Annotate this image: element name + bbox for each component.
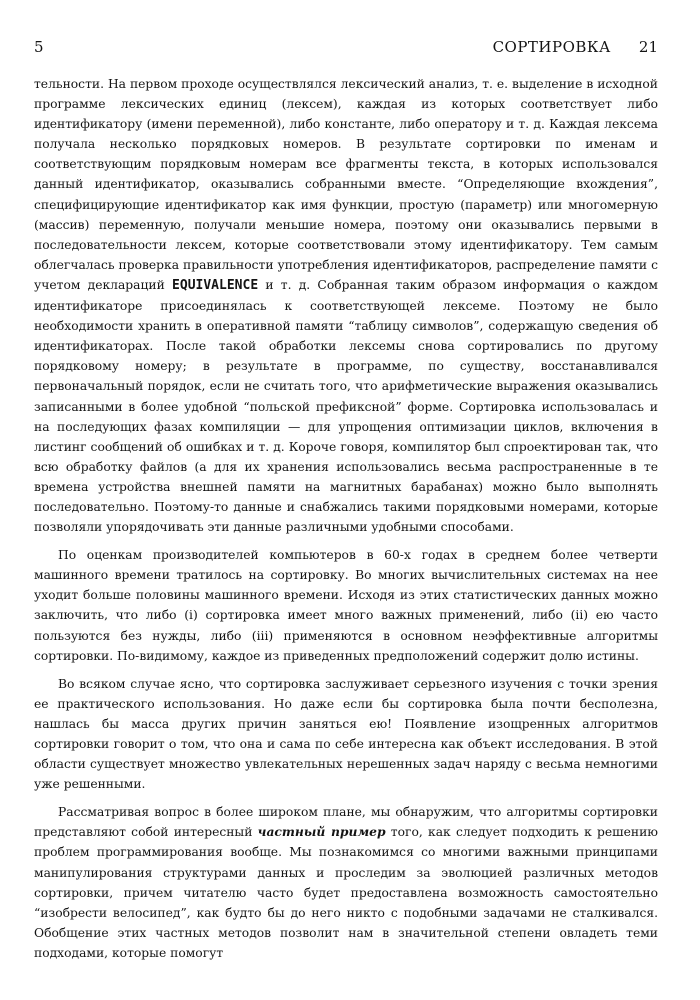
running-head	[34, 38, 658, 60]
section-title: СОРТИРОВКА	[492, 38, 611, 56]
paragraph-1	[34, 74, 658, 537]
paragraph-4	[34, 802, 658, 963]
paragraph-3: Во всяком случае ясно, что сортировка заслуживает серьезного изучения с точки зрения ее практического использования. Но даже если бы сортировка была почти бесполезна, нашлась бы масса других причин заняться ею! Появление изощренных алгоритмов сортировки говорит о том, что она и сама по себе интересна как объект исследования. В этой области существует множество увлекательных нерешенных задач наряду с весьма немногими уже решенными.	[34, 676, 658, 792]
code-equivalence: EQUIVALENCE	[172, 277, 259, 293]
paragraph-2: По оценкам производителей компьютеров в 60-х годах в среднем более четверти машинного времени тратилось на сортировку. Во многих вычислительных системах на нее уходит больше половины машинного времени. Исходя из этих статистических данных можно заключить, что либо (i) сортировка имеет много важных применений, либо (ii) ею часто пользуются без нужды, либо (iii) применяются в основном неэффективные алгоритмы сортировки. По-видимому, каждое из приведенных предположений содержит долю истины.	[34, 548, 658, 663]
paragraph-4-text-a: Рассматривая вопрос в более широком плане, мы обнаружим, что алгоритмы сортировки представляют собой интересный	[34, 805, 658, 840]
body-text	[34, 74, 658, 971]
running-head-right	[493, 38, 658, 56]
page-number: 21	[638, 38, 658, 56]
section-number: 5	[34, 38, 44, 56]
paragraph-4-text-b: того, как следует подходить к решению проблем программирования вообще. Мы познакомимся со многими важными принципами манипулирования структурами данных и проследим за эволюцией различных методов сортировки, причем читателю часто будет предоставлена возможность самостоятельно “изобрести велосипед”, как будто бы до него никто с подобными задачами не сталкивался. Обобщение этих частных методов позволит нам в значительной степени овладеть теми подходами, которые помогут	[34, 825, 658, 960]
paragraph-1-text-b: и т. д. Собранная таким образом информация о каждом идентификаторе присоединялась к соответствующей лексеме. Поэтому не было необходимости хранить в оперативной памяти “таблицу символов”, содержащую сведения об идентификаторах. После такой обработки лексемы снова сортировались по другому порядковому номеру; в результате в программе, по существу, восстанавливался первоначальный порядок, если не считать того, что арифметические выражения оказывались записанными в более удобной “польской префиксной” форме. Сортировка использовалась и на последующих фазах компиляции — для упрощения оптимизации циклов, включения в листинг сообщений об ошибках и т. д. Короче говоря, компилятор был спроектирован так, что всю обработку файлов (а для их хранения использовались весьма распространенные в те времена устройства внешней памяти на магнитных барабанах) можно было выполнять последовательно. Поэтому-то данные и снабжались такими порядковыми номерами, которые позволяли упорядочивать эти данные различными удобными способами.	[34, 277, 658, 535]
paragraph-1-text-a: тельности. На первом проходе осуществлялся лексический анализ, т. е. выделение в исходной программе лексических единиц (лексем), каждая из которых соответствует либо идентификатору (имени переменной), либо константе, либо оператору и т. д. Каждая лексема получала несколько порядковых номеров. В результате сортировки по именам и соответствующим порядковым номерам все фрагменты текста, в которых использовался данный идентификатор, оказывались собранными вместе. “Определяющие вхождения”, специфицирующие идентификатор как имя функции, простую (параметр) или многомерную (массив) переменную, получали меньшие номера, поэтому они оказывались первыми в последовательности лексем, которые соответствовали этому идентификатору. Тем самым облегчалась проверка правильности употребления идентификаторов, распределение памяти с учетом деклараций	[34, 77, 658, 292]
emphasis-particular-example: частный пример	[257, 824, 386, 840]
